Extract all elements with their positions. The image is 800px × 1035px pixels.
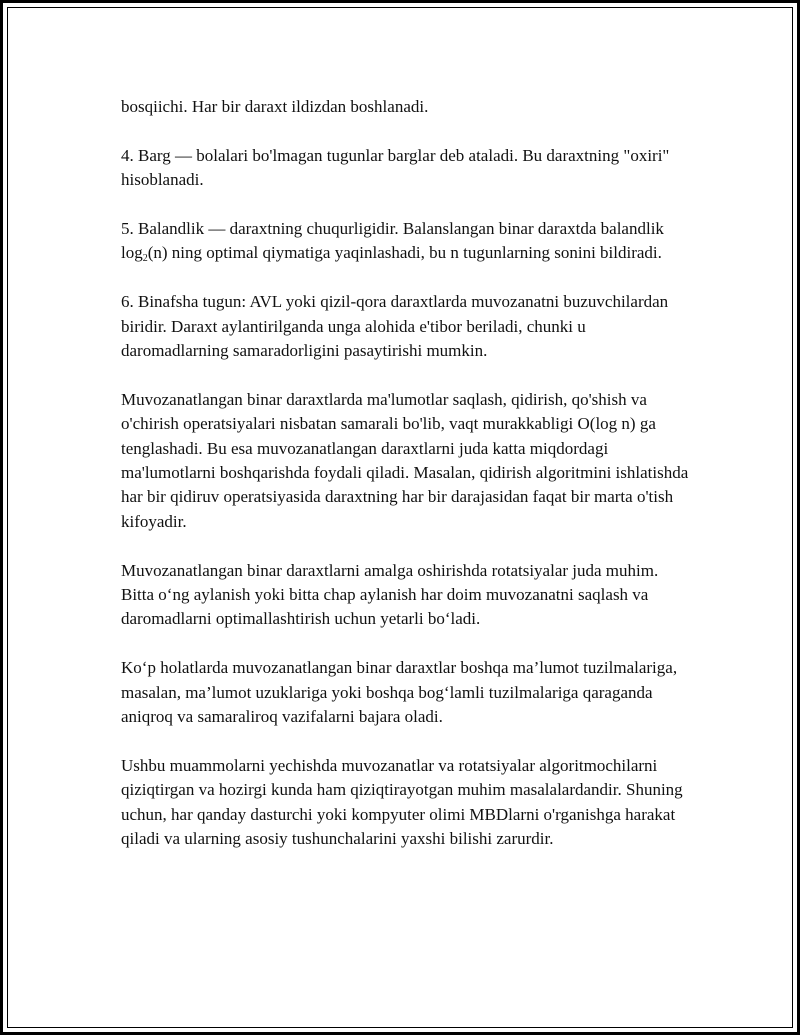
height-text-after: (n) ning optimal qiymatiga yaqinlashadi, bu n tugunlarning sonini bildiradi.: [147, 243, 662, 263]
paragraph-operations: Muvozanatlangan binar daraxtlarda ma'lumotlar saqlash, qidirish, qo'shish va o'chirish operatsiyalari nisbatan samarali bo'lib, vaqt murakkabligi O(log n) ga tenglashadi. Bu esa muvozanatlangan daraxtlarni juda katta miqdordagi ma'lumotlarni boshqarishda foydali qiladi. Masalan, qidirish algoritmini ishlatishda har bir qidiruv operatsiyasida daraxtning har bir darajasidan faqat bir marta o'tish kifoyadir.: [121, 389, 689, 531]
paragraph-conclusion: Ushbu muammolarni yechishda muvozanatlar va rotatsiyalar algoritmochilarni qiziqtirgan va hozirgi kunda ham qiziqtirayotgan muhim masalalardandir. Shuning uchun, har qanday dasturchi yoki kompyuter olimi MBDlarni o'rganishga harakat qiladi va ularning asosiy tushunchalarini yaxshi bilishi zarurdir.: [121, 755, 683, 849]
paragraph-comparison: Ko‘p holatlarda muvozanatlangan binar daraxtlar boshqa ma’lumot tuzilmalariga, masalan, ma’lumot uzuklariga yoki boshqa bog‘lamli tuzilmalariga qaraganda aniqroq va samaraliroq vazifalarni bajara oladi.: [121, 658, 678, 727]
height-text-before: 5. Balandlik — daraxtning chuqurligidir. Balanslangan binar daraxtda balandlik log: [121, 219, 664, 263]
log-subscript: 2: [142, 253, 148, 265]
paragraph-height: [121, 217, 691, 266]
document-body: [121, 95, 691, 876]
paragraph-purple-node: 6. Binafsha tugun: AVL yoki qizil-qora daraxtlarda muvozanatni buzuvchilardan biridir. Daraxt aylantirilganda unga alohida e'tibor beriladi, chunki u daromadlarning samaradorligini pasaytirishi mumkin.: [121, 292, 669, 361]
paragraph-leaf: 4. Barg — bolalari bo'lmagan tugunlar barglar deb ataladi. Bu daraxtning "oxiri" hisoblanadi.: [121, 145, 670, 190]
paragraph-rotations: Muvozanatlangan binar daraxtlarni amalga oshirishda rotatsiyalar juda muhim. Bitta o‘ng aylanish yoki bitta chap aylanish har doim muvozanatni saqlash va daromadlarni optimallashtirish uchun yetarli bo‘ladi.: [121, 560, 659, 629]
paragraph-intro: bosqiichi. Har bir daraxt ildizdan boshlanadi.: [121, 97, 429, 116]
